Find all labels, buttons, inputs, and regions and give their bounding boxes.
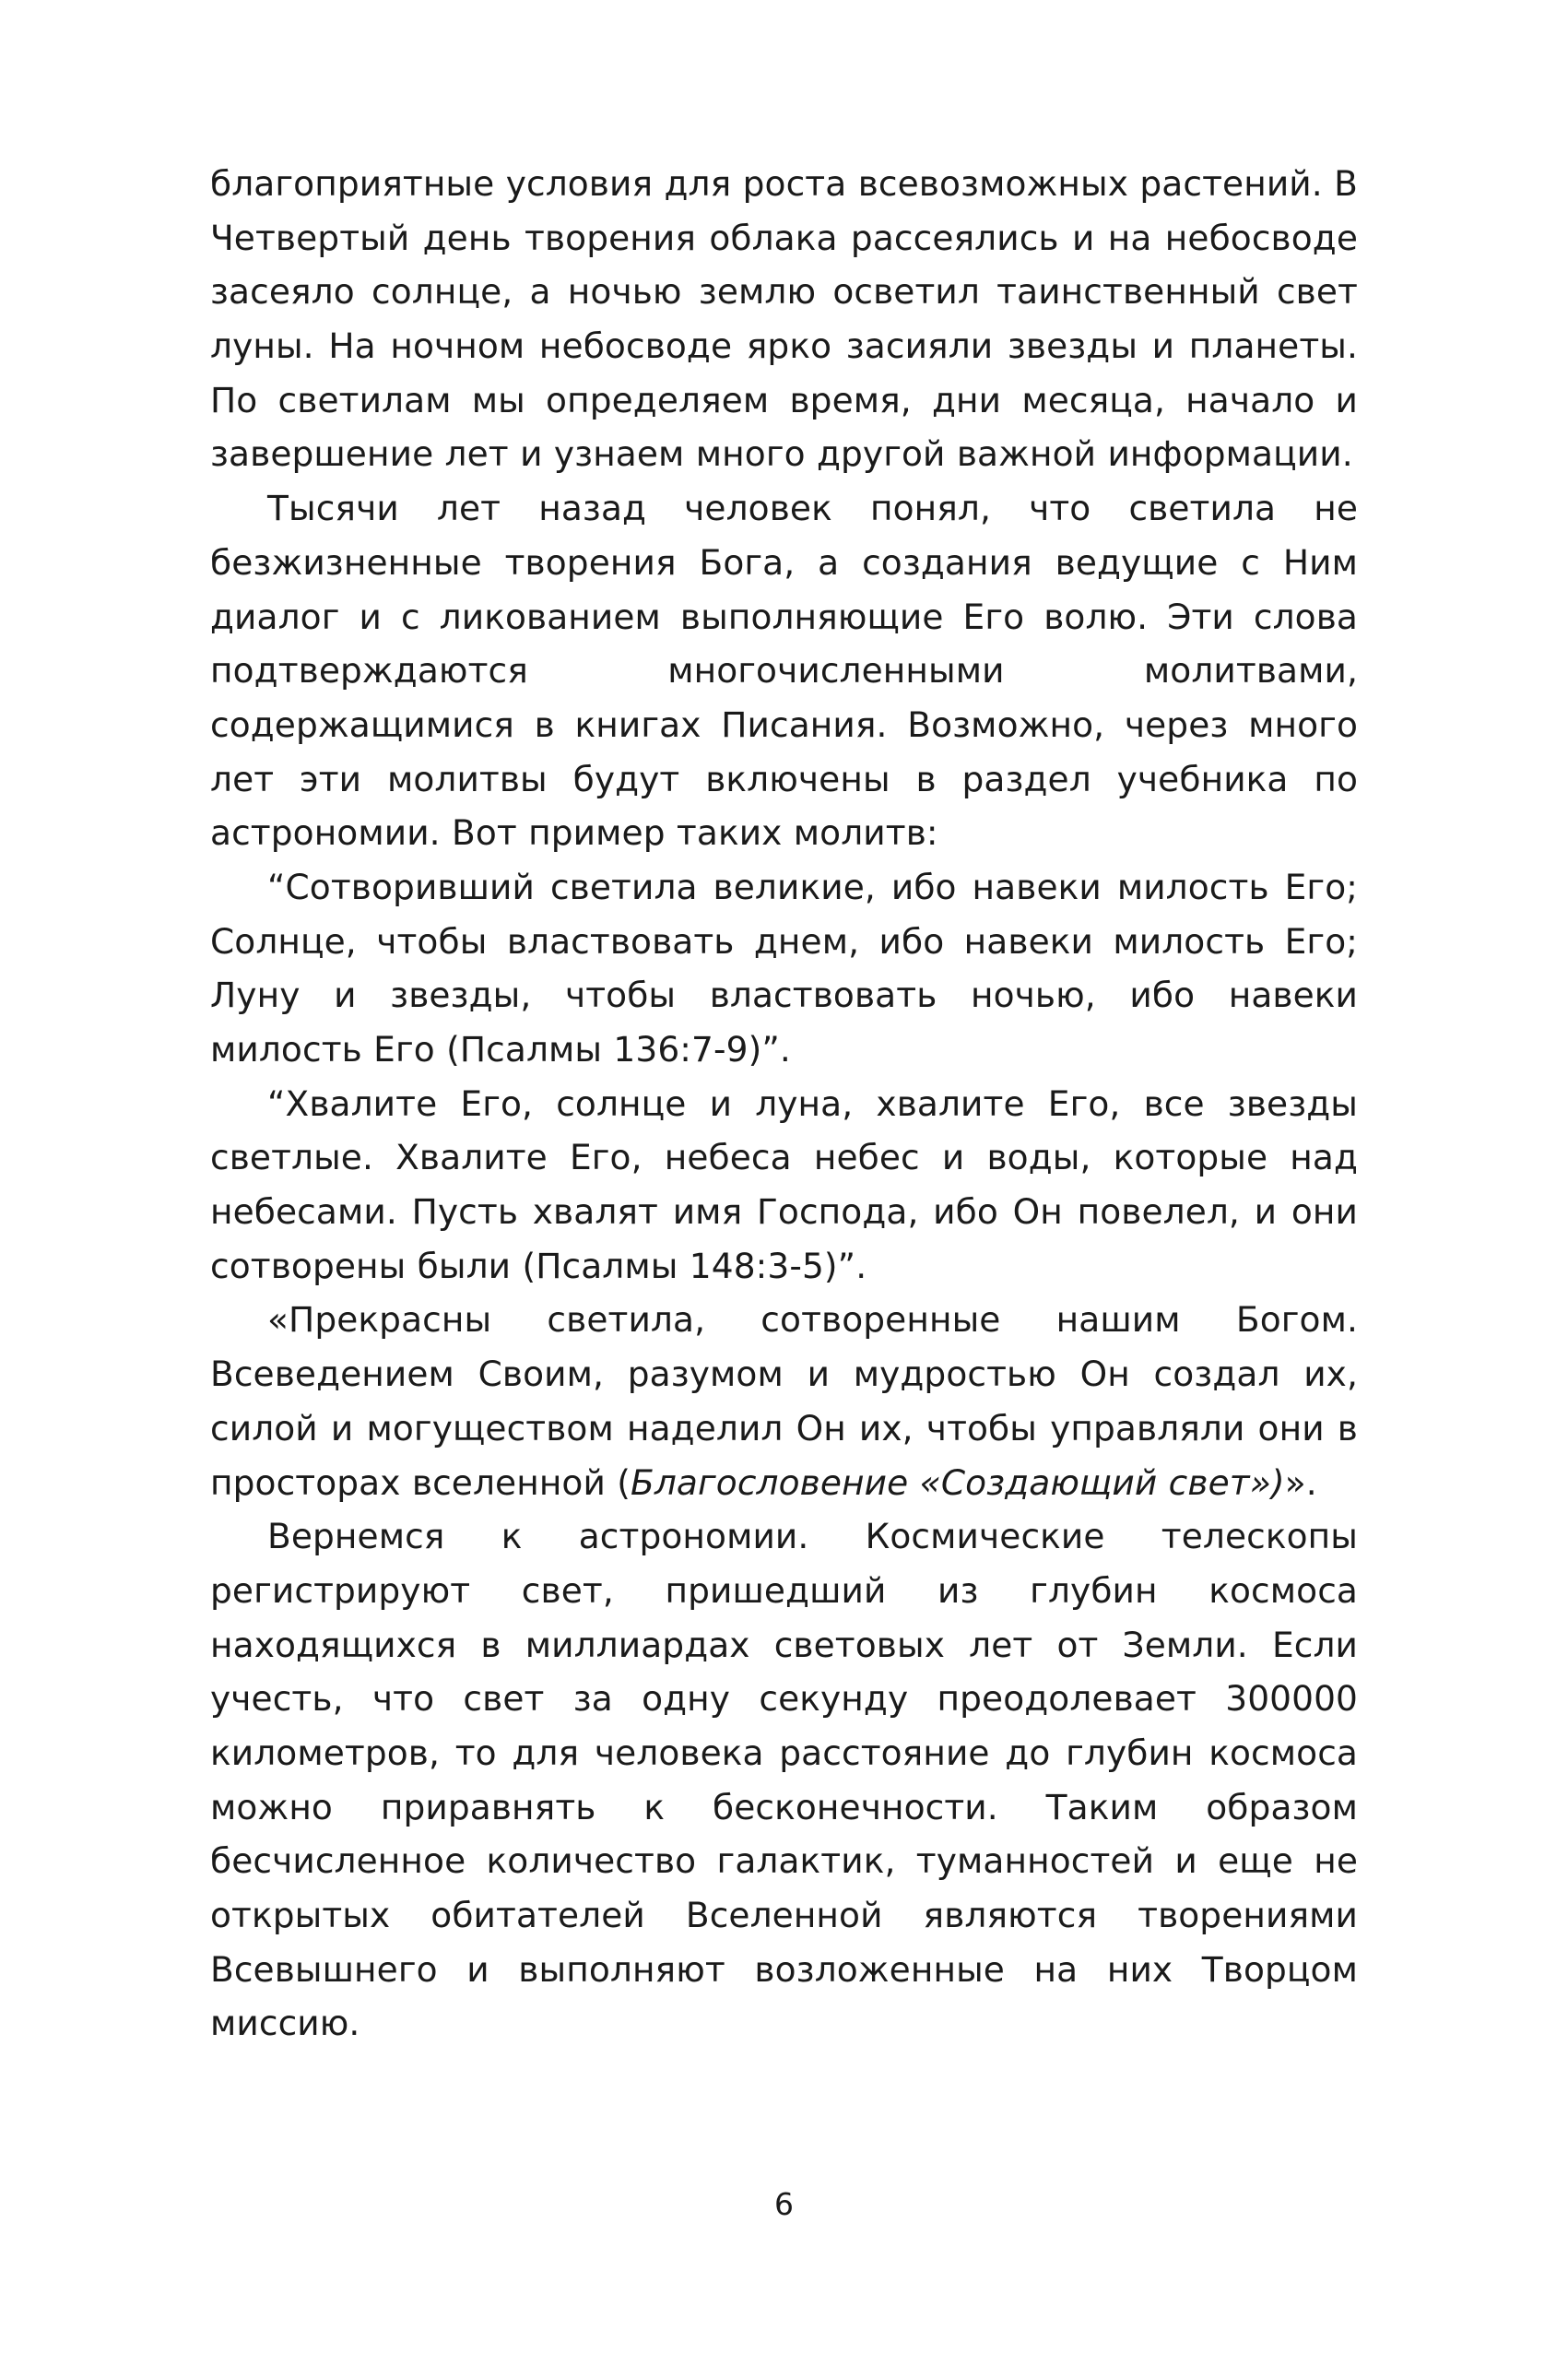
paragraph-2: Тысячи лет назад человек понял, что светила не безжизненные творения Бога, а создания ведущие с Ним диалог и с ликованием выполняющие Его волю. Эти слова подтверждаются многочисленными молитвами, содержащимися в книгах Писания. Возможно, через много лет эти молитвы будут включены в раздел учебника по астрономии. Вот пример таких молитв:: [210, 488, 1358, 854]
paragraph-6: Вернемся к астрономии. Космические телескопы регистрируют свет, пришедший из глубин космоса находящихся в миллиардах световых лет от Земли. Если учесть, что свет за одну секунду преодолевает 300000 километров, то для человека расстояние до глубин космоса можно приравнять к бесконечности. Таким образом бесчисленное количество галактик, туманностей и еще не открытых обитателей Вселенной являются творениями Всевышнего и выполняют возложенные на них Творцом миссию.: [210, 1516, 1358, 2044]
page-number: 6: [774, 2186, 794, 2222]
paragraph-4-quote-psalm-148: “Хвалите Его, солнце и луна, хвалите Его, все звезды светлые. Хвалите Его, небеса небес и воды, которые над небесами. Пусть хвалят имя Господа, ибо Он повелел, и они сотворены были (Псалмы 148:3-5)”.: [210, 1082, 1358, 1286]
page-body: [210, 157, 1358, 2051]
paragraph-1: благоприятные условия для роста всевозможных растений. В Четвертый день творения облака рассеялись и на небосводе засеяло солнце, а ночью землю осветил таинственный свет луны. На ночном небосводе ярко засияли звезды и планеты. По светилам мы определяем время, дни месяца, начало и завершение лет и узнаем много другой важной информации.: [210, 163, 1358, 475]
paragraph-5-italic-source: Благословение «Создающий свет»): [631, 1461, 1285, 1503]
paragraph-3-quote-psalm-136: “Сотворивший светила великие, ибо навеки милость Его; Солнце, чтобы властвовать днем, ибо навеки милость Его; Луну и звезды, чтобы властвовать ночью, ибо навеки милость Его (Псалмы 136:7-9)”.: [210, 866, 1358, 1070]
paragraph-5-text-before: «Прекрасны светила, сотворенные нашим Богом. Всеведением Своим, разумом и мудростью Он создал их, силой и могуществом наделил Он их, чтобы управляли они в просторах вселенной (: [210, 1299, 1358, 1503]
paragraph-5-blessing-quote: [210, 1293, 1358, 1509]
paragraph-5-text-after: ».: [1284, 1461, 1317, 1503]
